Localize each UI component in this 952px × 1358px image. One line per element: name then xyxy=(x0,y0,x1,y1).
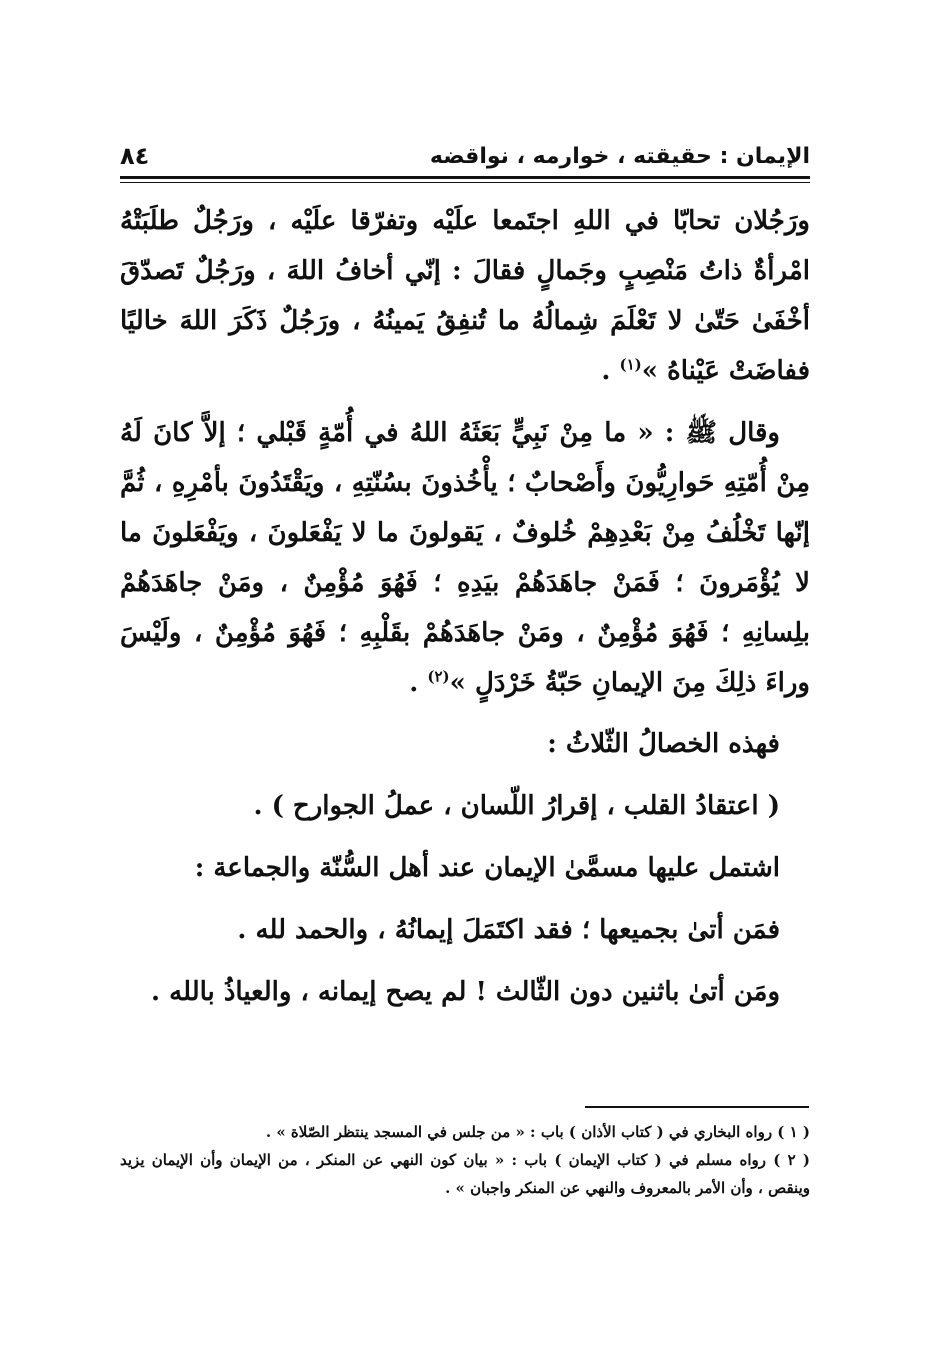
hadith-paragraph-2 xyxy=(120,408,810,708)
text-line-ahl-sunnah: اشتمل عليها مسمَّىٰ الإيمان عند أهل السُّنّة والجماعة : xyxy=(194,853,780,883)
hadith-end-2: . xyxy=(409,668,428,698)
text-line-complete-faith: فمَن أتىٰ بجميعها ؛ فقد اكتَمَلَ إيمانُهُ ، والحمد لله . xyxy=(237,915,780,945)
header-title: الإيمان : حقيقته ، خوارمه ، نواقضه xyxy=(429,144,810,169)
hadith-text-2: وقال ﷺ : « ما مِنْ نَبِيٍّ بَعَثَهُ اللهُ في أُمّةٍ قَبْلي ؛ إلاَّ كانَ لَهُ مِنْ أُمّتِهِ حَوارِيُّونَ وأَصْحابٌ ؛ يأْخُذونَ بسُنّتِهِ ، ويَقْتَدُونَ بأمْرِهِ ، ثُمَّ إنّها تَخْلُفُ مِنْ بَعْدِهِمْ خُلوفٌ ، يَقولونَ ما لا يَفْعَلونَ ، ويَفْعَلونَ ما لا يُؤْمَرونَ ؛ فَمَنْ جاهَدَهُمْ بيَدِهِ ؛ فَهُوَ مُؤْمِنٌ ، ومَنْ جاهَدَهُمْ بلِسانِهِ ؛ فَهُوَ مُؤْمِنٌ ، ومَنْ جاهَدَهُمْ بقَلْبِهِ ؛ فَهُوَ مُؤْمِنٌ ، ولَيْسَ وراءَ ذلِكَ مِنَ الإيمانِ حَبّةُ خَرْدَلٍ » xyxy=(120,418,810,698)
footnotes xyxy=(120,1118,810,1202)
running-header xyxy=(120,140,810,176)
header-rule-thick xyxy=(120,176,810,179)
main-text xyxy=(120,196,810,1030)
text-line-incomplete-faith: ومَن أتىٰ باثنين دون الثّالث ! لم يصح إيمانه ، والعياذُ بالله . xyxy=(151,977,780,1007)
footnote-1: ( ١ ) رواه البخاري في ( كتاب الأذان ) باب : « من جلس في المسجد ينتظر الصّلاة » . xyxy=(265,1123,810,1141)
footnote-ref-1: (١) xyxy=(619,355,642,374)
hadith-end-1: . xyxy=(601,356,620,386)
hadith-paragraph-1 xyxy=(120,196,810,396)
text-line-three-traits: فهذه الخصالُ الثّلاثُ : xyxy=(547,729,780,759)
header-rule-thin xyxy=(120,182,810,183)
page-number: ٨٤ xyxy=(120,142,150,170)
footnote-2: ( ٢ ) رواه مسلم في ( كتاب الإيمان ) باب : « بيان كون النهي عن المنكر ، من الإيمان وأن الإيمان يزيد وينقص ، وأن الأمر بالمعروف والنهي عن المنكر واجبان » . xyxy=(120,1151,810,1197)
footnote-separator xyxy=(585,1106,809,1108)
footnote-ref-2: (٢) xyxy=(427,667,450,686)
text-line-traits-list: ( اعتقادُ القلب ، إقرارُ اللّسان ، عملُ الجوارح ) . xyxy=(253,791,780,821)
hadith-text-1: ورَجُلان تحابّا في اللهِ اجتَمعا علَيْه وتفرّقا علَيْه ، ورَجُلٌ طلَبَتْهُ امْرأةٌ ذاتُ مَنْصِبٍ وجَمالٍ فقالَ : إنّي أخافُ اللهَ ، ورَجُلٌ تَصدّقَ أخْفَىٰ حَتّىٰ لا تَعْلَمَ شِمالُهُ ما تُنفِقُ يَمينُهُ ، ورَجُلٌ ذَكَرَ اللهَ خاليًا ففاضَتْ عَيْناهُ » xyxy=(120,206,810,386)
